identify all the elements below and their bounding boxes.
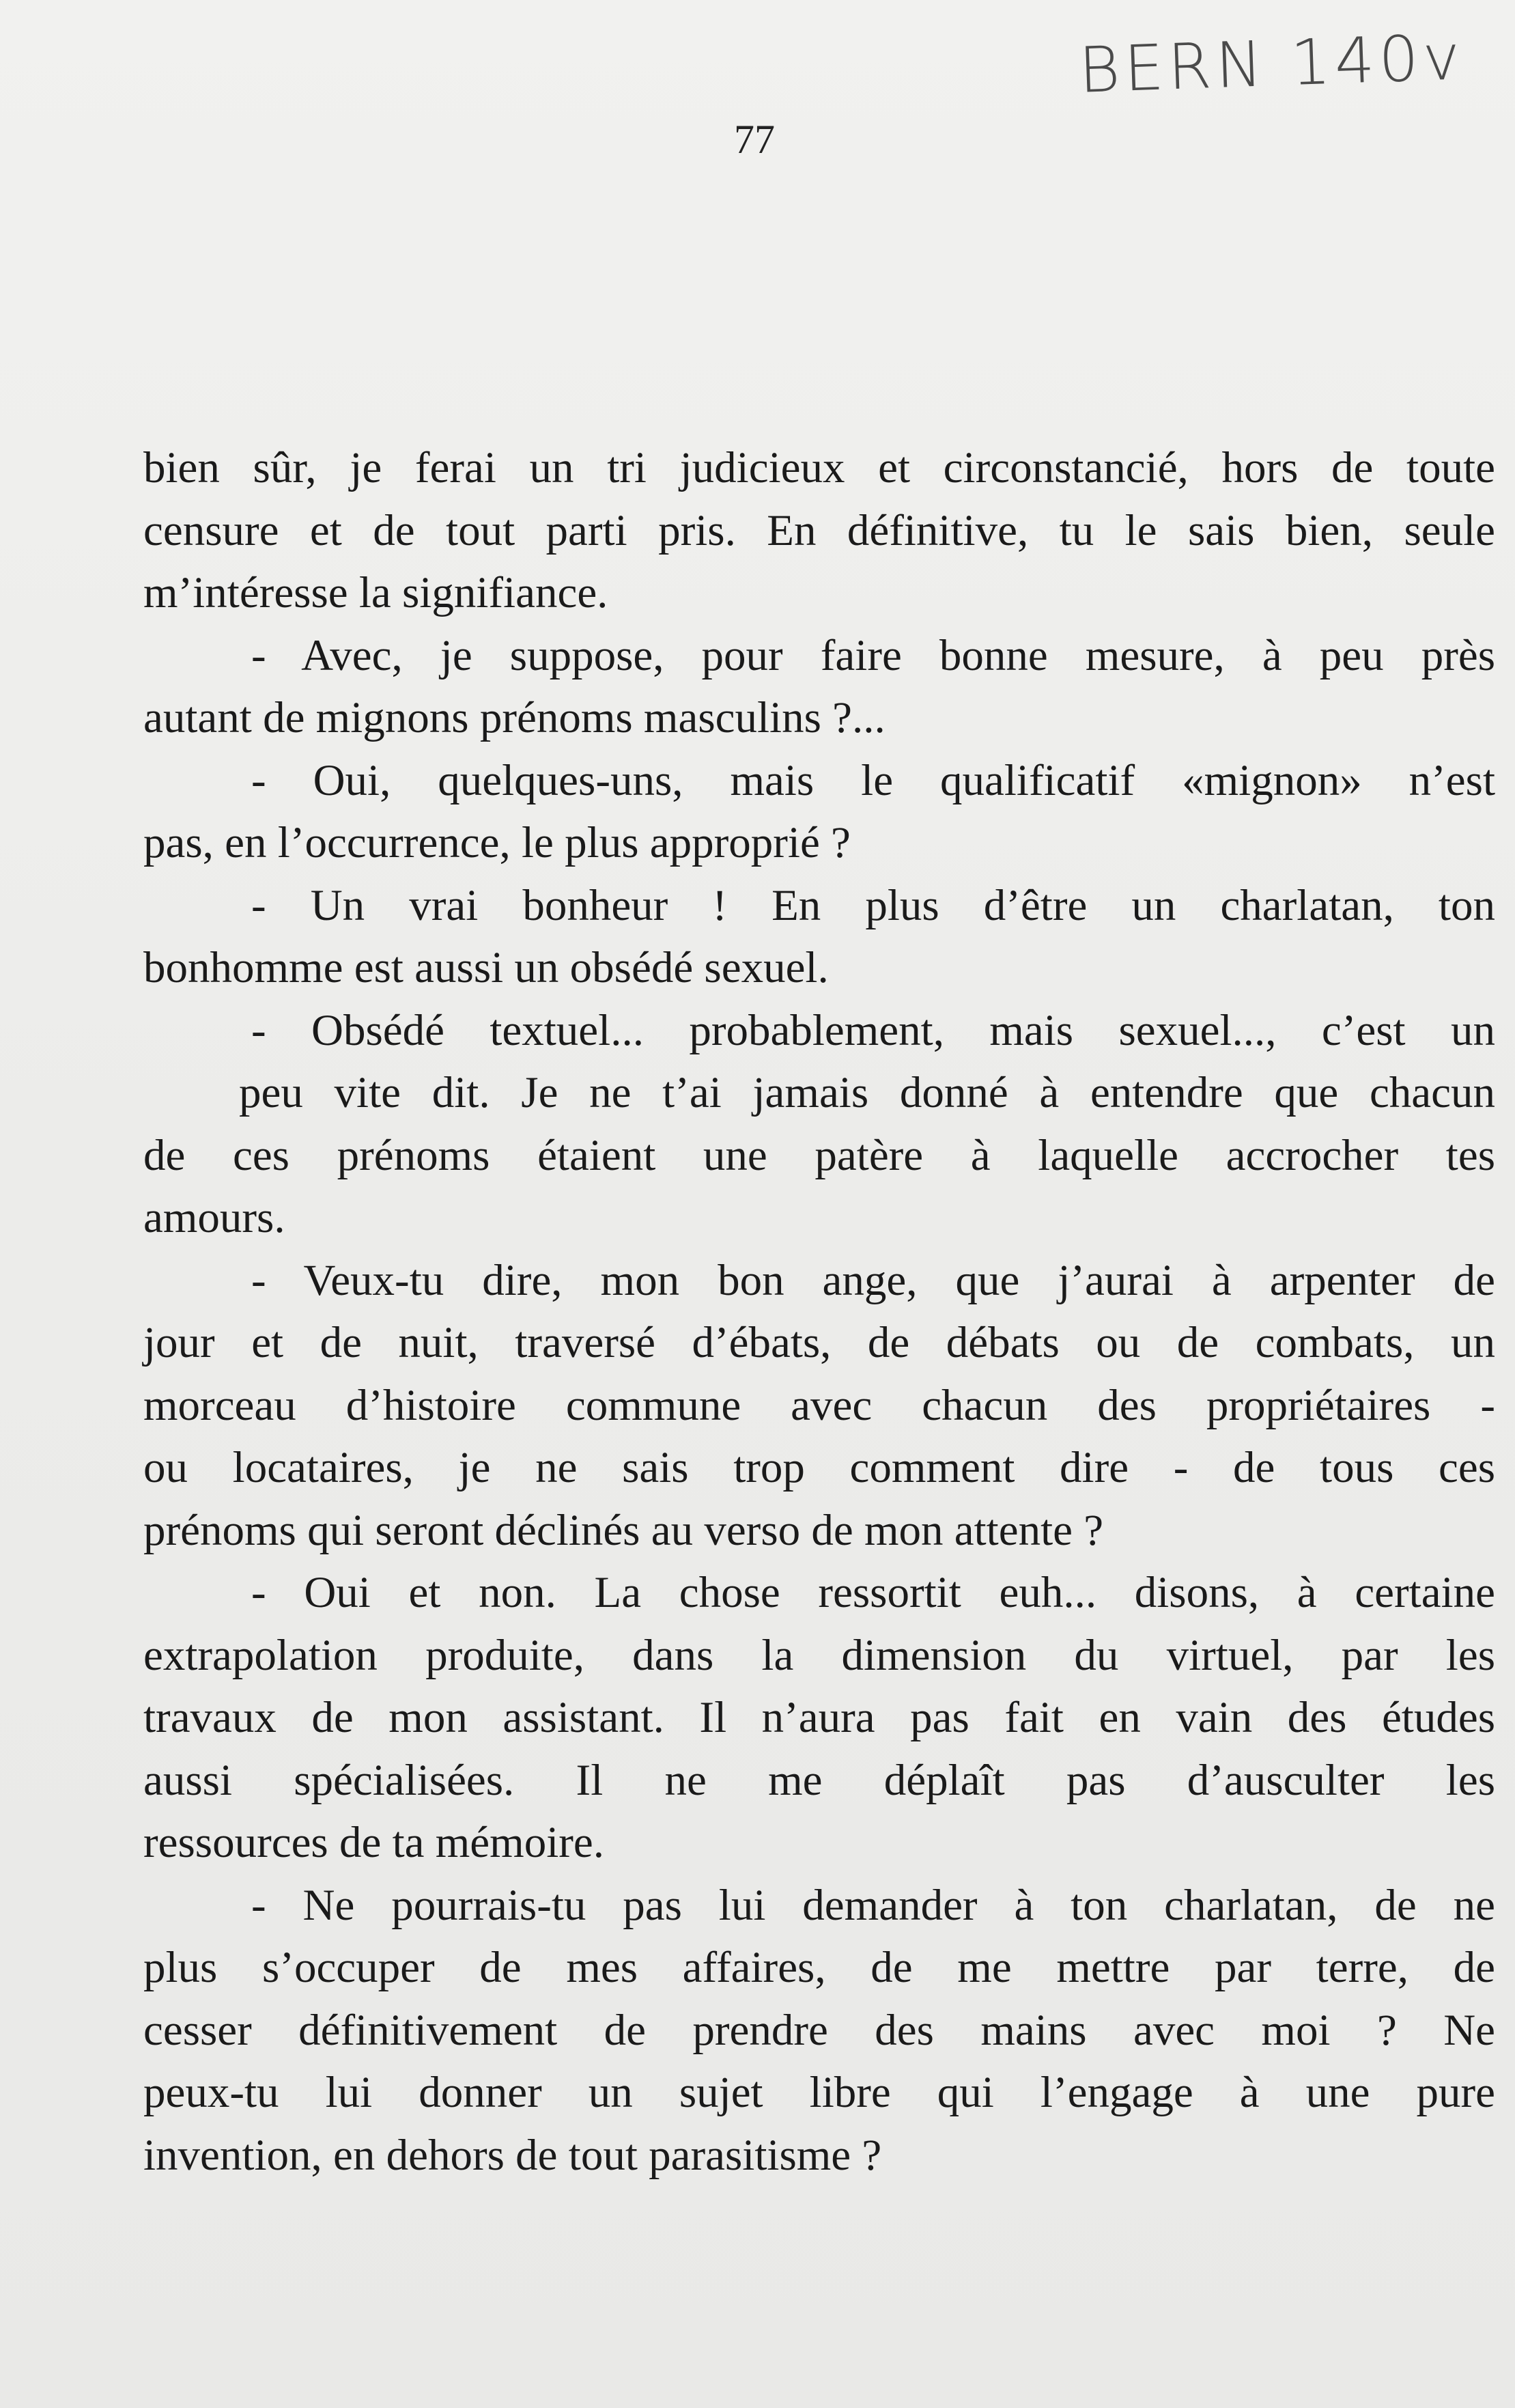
text-line: peux-tu lui donner un sujet libre qui l’engage à une pure	[143, 2068, 1495, 2117]
text-line: pas, en l’occurrence, le plus approprié ?	[143, 818, 851, 867]
text-line: m’intéresse la signifiance.	[143, 568, 608, 617]
text-line: - Ne pourrais-tu pas lui demander à ton charlatan, de ne	[251, 1880, 1495, 1930]
text-line: plus s’occuper de mes affaires, de me mettre par terre, de	[143, 1943, 1495, 1992]
text-line: bien sûr, je ferai un tri judicieux et circonstancié, hors de toute	[143, 443, 1495, 492]
text-line: de ces prénoms étaient une patère à laquelle accrocher tes	[143, 1130, 1495, 1180]
text-line: aussi spécialisées. Il ne me déplaît pas d’ausculter les	[143, 1755, 1495, 1805]
text-line: morceau d’histoire commune avec chacun des propriétaires -	[143, 1380, 1495, 1430]
text-line: bonhomme est aussi un obsédé sexuel.	[143, 943, 829, 992]
text-line: - Obsédé textuel... probablement, mais sexuel..., c’est un	[251, 1005, 1495, 1055]
text-line: - Avec, je suppose, pour faire bonne mesure, à peu près	[251, 630, 1495, 680]
text-line: cesser définitivement de prendre des mains avec moi ? Ne	[143, 2005, 1495, 2055]
text-line: prénoms qui seront déclinés au verso de mon attente ?	[143, 1505, 1104, 1555]
body-text	[143, 437, 1495, 2187]
text-line: peu vite dit. Je ne t’ai jamais donné à entendre que chacun	[239, 1068, 1495, 1117]
page-number: 77	[734, 117, 775, 162]
text-line: - Oui, quelques-uns, mais le qualificatif «mignon» n’est	[251, 755, 1495, 805]
text-line: - Oui et non. La chose ressortit euh... disons, à certaine	[251, 1568, 1495, 1617]
text-line: censure et de tout parti pris. En définitive, tu le sais bien, seule	[143, 505, 1495, 555]
text-line: invention, en dehors de tout parasitisme ?	[143, 2130, 882, 2180]
handwritten-annotation: BERN 140v	[1077, 20, 1466, 107]
text-line: jour et de nuit, traversé d’ébats, de débats ou de combats, un	[143, 1318, 1495, 1367]
text-line: ou locataires, je ne sais trop comment dire - de tous ces	[143, 1443, 1495, 1492]
text-line: - Veux-tu dire, mon bon ange, que j’aurai à arpenter de	[251, 1255, 1495, 1305]
text-line: amours.	[143, 1193, 285, 1242]
text-line: travaux de mon assistant. Il n’aura pas fait en vain des études	[143, 1693, 1495, 1742]
text-line: - Un vrai bonheur ! En plus d’être un charlatan, ton	[251, 880, 1495, 930]
text-line: ressources de ta mémoire.	[143, 1818, 605, 1867]
text-line: autant de mignons prénoms masculins ?...	[143, 693, 886, 742]
text-line: extrapolation produite, dans la dimension du virtuel, par les	[143, 1630, 1495, 1680]
